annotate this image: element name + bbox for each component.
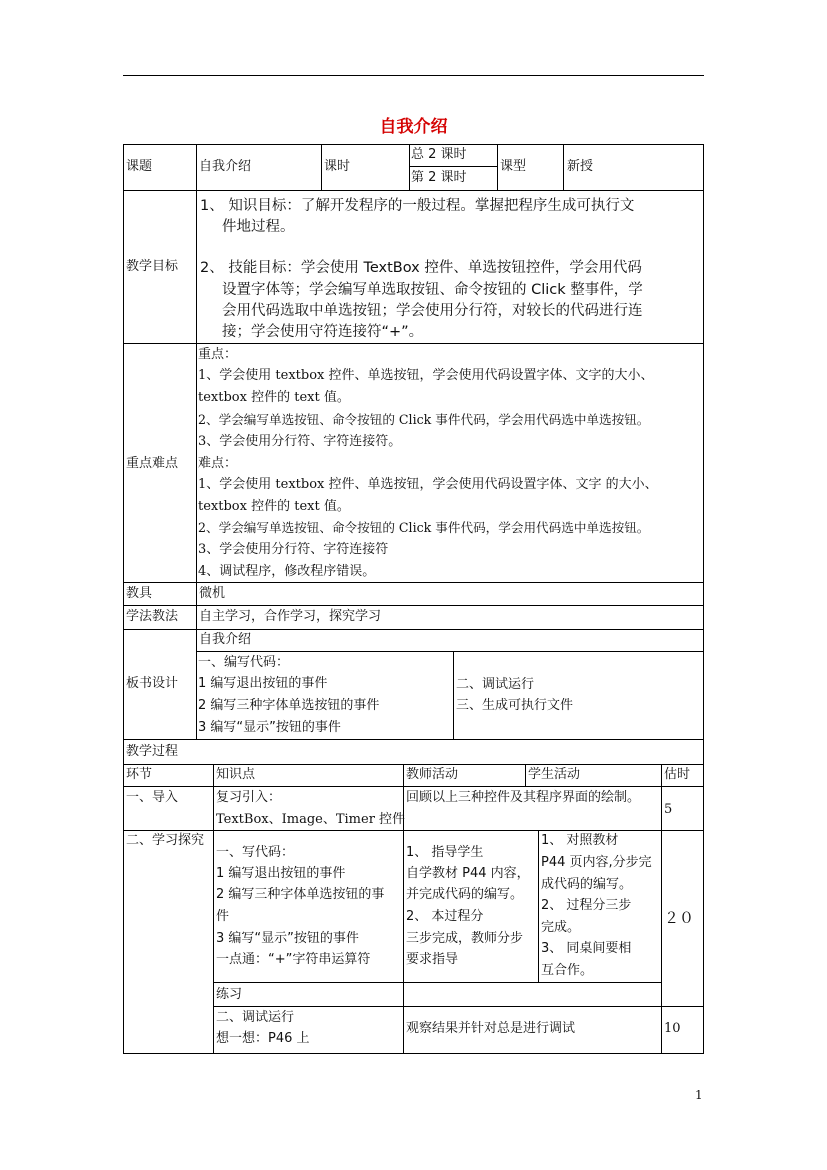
- subject-label: 课题: [126, 159, 153, 174]
- header-stage: 环节: [126, 767, 153, 782]
- student-line: 3、 同桌间要相: [541, 941, 632, 956]
- keypoints-label: 重点难点: [126, 456, 179, 471]
- keypoint-line: 难点：: [198, 456, 238, 471]
- objectives-label: 教学目标: [126, 259, 179, 274]
- teacher-line: 三步完成，教师分步: [406, 931, 524, 946]
- student-line: 成代码的编写。: [541, 877, 633, 892]
- knowledge-line: 复习引入：: [216, 790, 282, 805]
- teacher-activity: 回顾以上三种控件及其程序界面的绘制。: [406, 790, 641, 805]
- process-label: 教学过程: [126, 744, 179, 759]
- keypoint-line: 3、学会使用分行符、字符连接符: [198, 542, 389, 557]
- student-line: 完成。: [541, 920, 581, 935]
- board-label: 板书设计: [126, 676, 179, 691]
- student-line: P44 页内容,分步完: [541, 855, 652, 870]
- knowledge-line: 件: [216, 909, 230, 924]
- knowledge-line: TextBox、Image、Timer 控件: [216, 812, 406, 827]
- teacher-line: 自学教材 P44 内容，: [406, 866, 530, 881]
- objective-line: 设置字体等；学会编写单选取按钮、命令按钮的 Click 整事件，学: [222, 282, 643, 298]
- objective-line: 2、 技能目标：学会使用 TextBox 控件、单选按钮控件，学会用代码: [200, 260, 642, 276]
- time-value: 10: [664, 1021, 681, 1036]
- tools-label: 教具: [126, 586, 153, 601]
- keypoint-line: 1、学会使用 textbox 控件、单选按钮，学会使用代码设置字体、文字 的大小、: [198, 477, 658, 492]
- board-right-line: 二、调试运行: [456, 677, 535, 692]
- keypoint-line: 4、调试程序，修改程序错误。: [198, 564, 376, 579]
- header-rule: [123, 75, 704, 76]
- time-value: ２０: [664, 909, 695, 927]
- knowledge-line: 2 编写三种字体单选按钮的事: [216, 887, 385, 902]
- board-left-line: 一、编写代码：: [198, 655, 290, 670]
- objective-line: 件地过程。: [222, 219, 295, 235]
- knowledge-line: 一点通：“+”字符串运算符: [216, 952, 371, 967]
- stage-explore: 二、学习探究: [126, 833, 205, 848]
- teacher-line: 2、 本过程分: [406, 909, 484, 924]
- objective-line: 接；学会使用守符连接符“+”。: [222, 324, 424, 340]
- page-number: 1: [695, 1088, 703, 1102]
- methods-value: 自主学习，合作学习，探究学习: [199, 609, 382, 624]
- header-teacher: 教师活动: [406, 767, 459, 782]
- teacher-line: 并完成代码的编写。: [406, 887, 524, 902]
- teacher-line: 1、 指导学生: [406, 845, 484, 860]
- teacher-line: 要求指导: [406, 952, 459, 967]
- keypoint-line: textbox 控件的 text 值。: [198, 499, 350, 514]
- methods-label: 学法教法: [126, 609, 179, 624]
- tools-value: 微机: [199, 586, 226, 601]
- knowledge-line: 一、写代码：: [216, 845, 295, 860]
- keypoint-line: 2、学会编写单选按钮、命令按钮的 Click 事件代码，学会用代码选中单选按钮。: [198, 412, 650, 427]
- knowledge-line: 二、调试运行: [216, 1010, 295, 1025]
- keypoint-line: textbox 控件的 text 值。: [198, 390, 350, 405]
- header-time: 估时: [664, 767, 691, 782]
- board-left-line: 3 编写“显示”按钮的事件: [198, 720, 341, 735]
- subject-value: 自我介绍: [199, 159, 252, 174]
- type-value: 新授: [567, 159, 594, 174]
- teacher-activity: 观察结果并针对总是进行调试: [406, 1021, 576, 1036]
- stage-intro: 一、导入: [126, 790, 179, 805]
- hours-label: 课时: [324, 159, 351, 174]
- keypoint-line: 1、学会使用 textbox 控件、单选按钮，学会使用代码设置字体、文字的大小、: [198, 368, 654, 383]
- student-line: 1、 对照教材: [541, 833, 619, 848]
- objective-line: 会用代码选取中单选按钮；学会使用分行符，对较长的代码进行连: [222, 303, 643, 319]
- keypoint-line: 3、学会使用分行符、字符连接符。: [198, 434, 402, 449]
- total-hours: 总 2 课时: [411, 147, 467, 162]
- time-value: 5: [664, 802, 673, 817]
- header-student: 学生活动: [528, 767, 581, 782]
- board-right-line: 三、生成可执行文件: [456, 698, 574, 713]
- board-left-line: 2 编写三种字体单选按钮的事件: [198, 698, 380, 713]
- knowledge-line: 3 编写“显示”按钮的事件: [216, 931, 359, 946]
- objective-line: 1、 知识目标：了解开发程序的一般过程。掌握把程序生成可执行文: [200, 198, 635, 214]
- header-knowledge: 知识点: [216, 767, 256, 782]
- keypoint-line: 2、学会编写单选按钮、命令按钮的 Click 事件代码，学会用代码选中单选按钮。: [198, 520, 650, 535]
- student-line: 2、 过程分三步: [541, 898, 632, 913]
- practice-label: 练习: [216, 987, 243, 1002]
- current-hour: 第 2 课时: [411, 170, 467, 185]
- page-title: 自我介绍: [379, 117, 448, 137]
- keypoint-line: 重点：: [198, 347, 238, 362]
- knowledge-line: 想一想：P46 上: [216, 1031, 310, 1046]
- type-label: 课型: [500, 159, 527, 174]
- board-header: 自我介绍: [199, 632, 252, 647]
- knowledge-line: 1 编写退出按钮的事件: [216, 866, 346, 881]
- student-line: 互合作。: [541, 963, 594, 978]
- board-left-line: 1 编写退出按钮的事件: [198, 676, 328, 691]
